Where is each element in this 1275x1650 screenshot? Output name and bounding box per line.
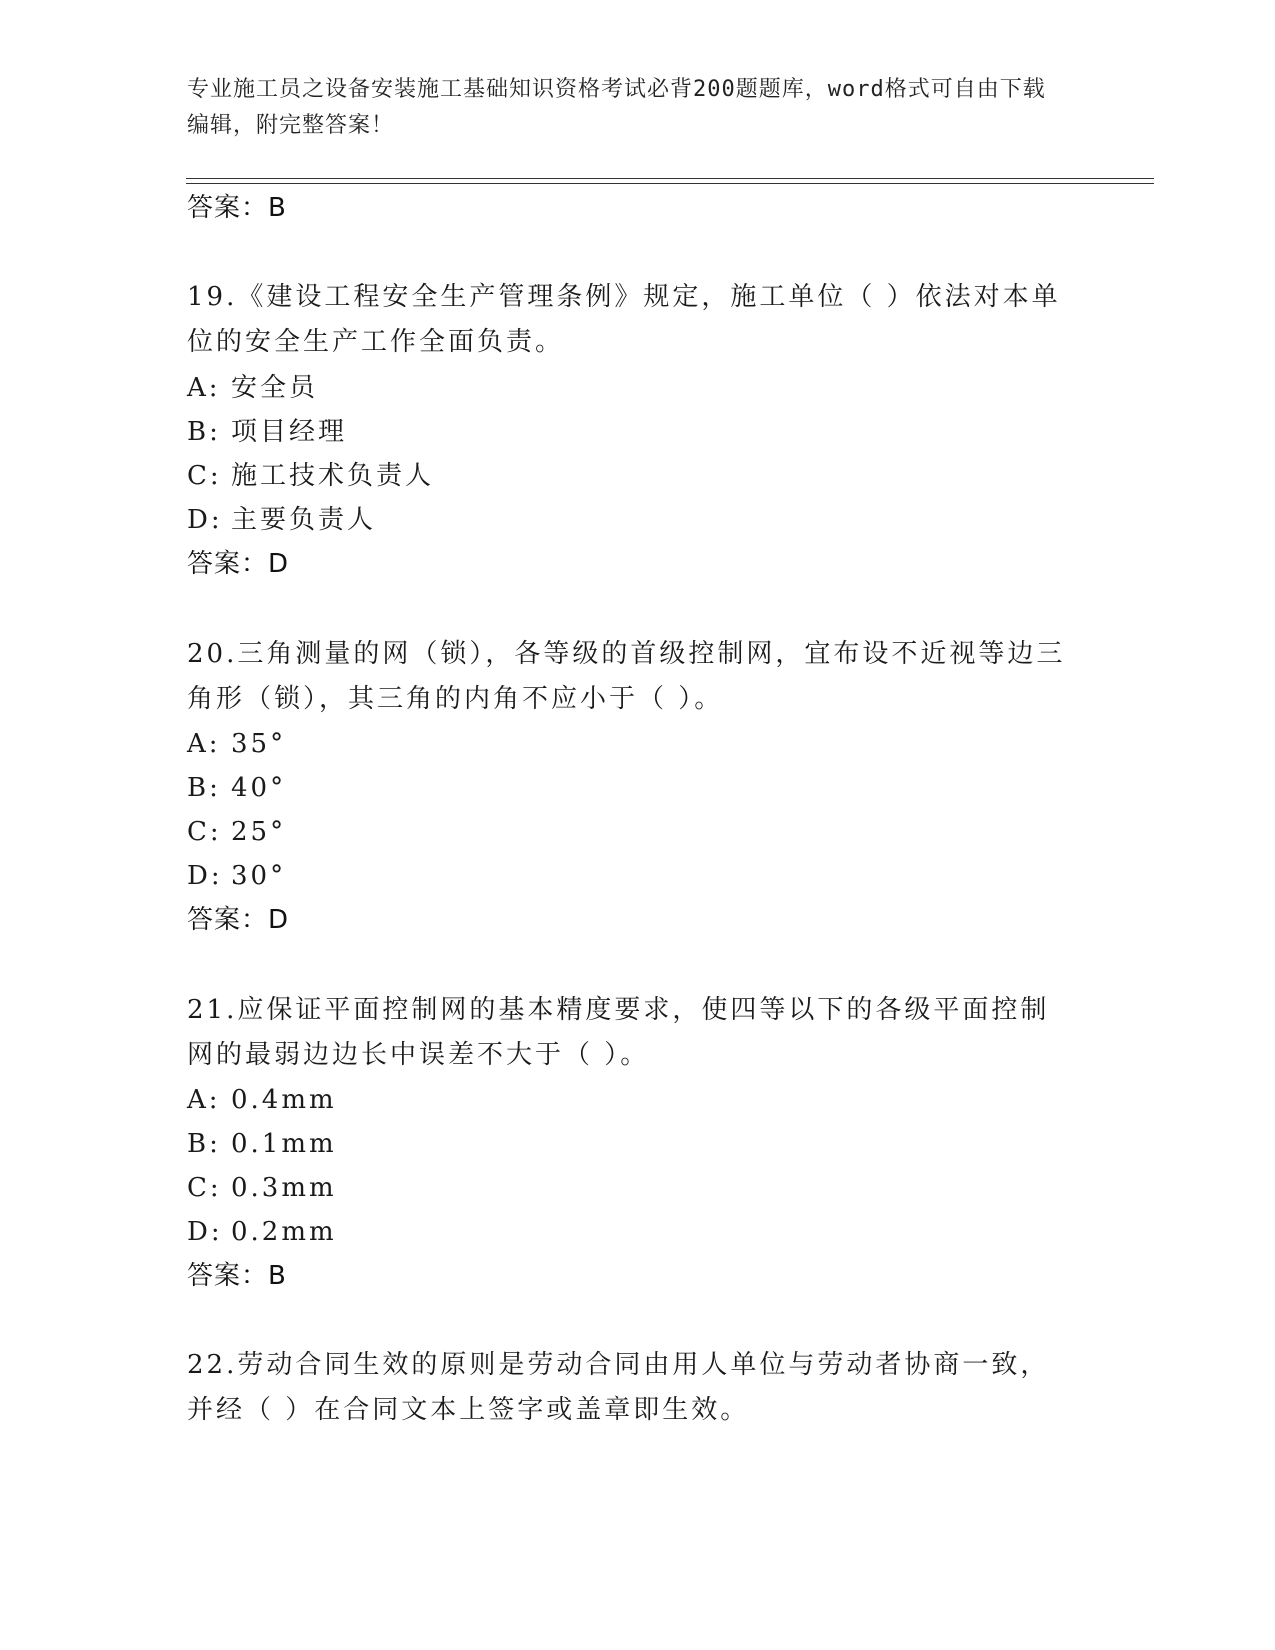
option-text: 0.4mm — [231, 1085, 337, 1115]
question-20-option-b — [187, 773, 286, 803]
option-label: C: — [187, 817, 222, 847]
question-21-option-d — [187, 1217, 337, 1247]
option-label: B: — [187, 1129, 221, 1159]
option-text: 主要负责人 — [231, 505, 377, 535]
option-label: C: — [187, 1173, 222, 1203]
question-20-option-c — [187, 817, 286, 847]
question-21-option-a — [187, 1085, 337, 1115]
question-19-option-b — [187, 417, 347, 447]
question-20-text: 20.三角测量的网（锁），各等级的首级控制网，宜布设不近视等边三角形（锁），其三角的内角不应小于（ ）。 — [187, 639, 1066, 714]
option-label: D: — [187, 1217, 223, 1247]
option-text: 40° — [231, 773, 287, 803]
question-21-answer: 答案：B — [187, 1261, 287, 1291]
option-label: A: — [187, 373, 221, 403]
question-19-option-c — [187, 461, 434, 491]
option-text: 0.2mm — [231, 1217, 337, 1247]
header-divider — [186, 178, 1154, 179]
option-label: D: — [187, 505, 223, 535]
option-text: 施工技术负责人 — [231, 461, 435, 491]
question-20-option-a — [187, 729, 286, 759]
option-text: 0.3mm — [231, 1173, 337, 1203]
header-divider-double — [186, 183, 1154, 184]
question-22-text: 22.劳动合同生效的原则是劳动合同由用人单位与劳动者协商一致，并经（ ）在合同文本上签字或盖章即生效。 — [187, 1350, 1050, 1425]
document-header: 专业施工员之设备安装施工基础知识资格考试必背200题题库，word格式可自由下载编辑，附完整答案！ — [187, 77, 1046, 138]
previous-answer: 答案：B — [187, 193, 287, 223]
option-label: A: — [187, 1085, 221, 1115]
question-19-answer: 答案：D — [187, 549, 290, 579]
option-label: A: — [187, 729, 221, 759]
question-21-option-c — [187, 1173, 337, 1203]
option-label: D: — [187, 861, 223, 891]
option-text: 安全员 — [231, 373, 319, 403]
question-21-text: 21.应保证平面控制网的基本精度要求，使四等以下的各级平面控制网的最弱边边长中误差不大于（ ）。 — [187, 995, 1050, 1070]
question-20-option-d — [187, 861, 286, 891]
question-19-text: 19.《建设工程安全生产管理条例》规定，施工单位（ ）依法对本单位的安全生产工作全面负责。 — [187, 282, 1061, 357]
question-19-option-a — [187, 373, 318, 403]
option-text: 25° — [231, 817, 287, 847]
question-20-answer: 答案：D — [187, 905, 290, 935]
option-text: 0.1mm — [231, 1129, 337, 1159]
option-label: C: — [187, 461, 222, 491]
option-text: 项目经理 — [231, 417, 348, 447]
option-label: B: — [187, 417, 221, 447]
question-19-option-d — [187, 505, 376, 535]
option-text: 30° — [231, 861, 287, 891]
option-text: 35° — [231, 729, 287, 759]
option-label: B: — [187, 773, 221, 803]
question-21-option-b — [187, 1129, 337, 1159]
